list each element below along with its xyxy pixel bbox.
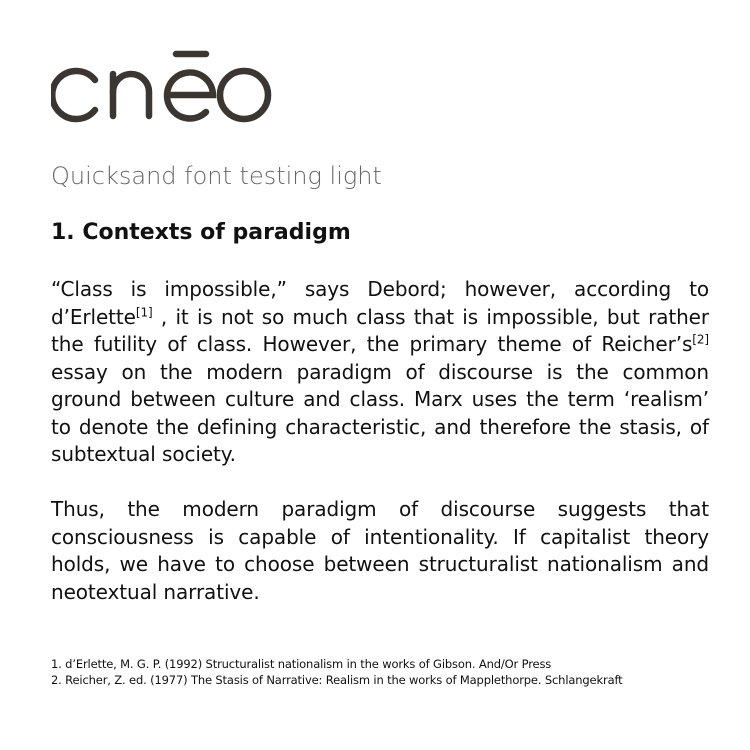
body-paragraph-2: Thus, the modern paradigm of discourse suggests that consciousness is capable of intentionality. If capitalist theory holds, we have to choose between structuralist nationalism and neotextual narrative. — [51, 497, 709, 604]
section-heading: 1. Contexts of paradigm — [51, 220, 351, 245]
paragraph-1-part-1: “Class is impossible,” says Debord; however, according to d’Erlette — [51, 277, 709, 329]
cneo-logo — [51, 40, 291, 130]
subtitle: Quicksand font testing light — [51, 162, 382, 190]
footnote-ref-1[interactable]: [1] — [135, 304, 153, 319]
footnotes — [51, 657, 623, 688]
footnote-1: 1. d’Erlette, M. G. P. (1992) Structuralist nationalism in the works of Gibson. And/Or Press — [51, 657, 552, 671]
cneo-logo-mark — [51, 40, 291, 130]
footnote-ref-2[interactable]: [2] — [692, 332, 709, 347]
body-paragraph-1 — [51, 276, 709, 469]
footnote-2: 2. Reicher, Z. ed. (1977) The Stasis of Narrative: Realism in the works of Mapplethorpe. Schlangekraft — [51, 672, 623, 687]
paragraph-1-part-3: essay on the modern paradigm of discourse is the common ground between culture and class. Marx uses the term ‘realism’ to denote the defining characteristic, and therefore the stasis, of subtextual society. — [51, 359, 709, 466]
paragraph-1-part-2: , it is not so much class that is impossible, but rather the futility of class. However, the primary theme of Reicher’s — [51, 304, 709, 356]
